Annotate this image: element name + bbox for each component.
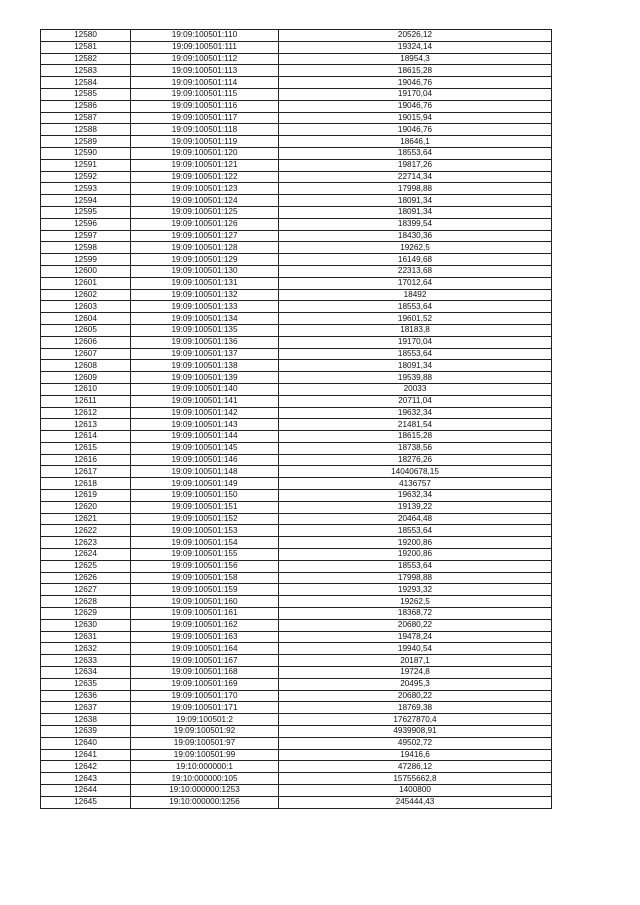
table-row — [41, 53, 552, 65]
cadastral-number-cell: 19:09:100501:92 — [131, 726, 279, 738]
row-number-cell: 12611 — [41, 395, 131, 407]
value-cell: 19817,26 — [279, 159, 552, 171]
value-cell: 15755662,8 — [279, 773, 552, 785]
cadastral-number-cell: 19:09:100501:120 — [131, 147, 279, 159]
value-cell: 19632,34 — [279, 490, 552, 502]
table-row — [41, 372, 552, 384]
row-number-cell: 12640 — [41, 737, 131, 749]
cadastral-number-cell: 19:09:100501:152 — [131, 513, 279, 525]
value-cell: 18954,3 — [279, 53, 552, 65]
row-number-cell: 12580 — [41, 30, 131, 42]
value-cell: 19324,14 — [279, 41, 552, 53]
cadastral-number-cell: 19:09:100501:164 — [131, 643, 279, 655]
cadastral-number-cell: 19:09:100501:148 — [131, 466, 279, 478]
table-row — [41, 643, 552, 655]
value-cell: 22714,34 — [279, 171, 552, 183]
row-number-cell: 12632 — [41, 643, 131, 655]
row-number-cell: 12596 — [41, 218, 131, 230]
value-cell: 18553,64 — [279, 301, 552, 313]
cadastral-number-cell: 19:09:100501:159 — [131, 584, 279, 596]
table-row — [41, 242, 552, 254]
value-cell: 17012,64 — [279, 277, 552, 289]
row-number-cell: 12625 — [41, 560, 131, 572]
row-number-cell: 12635 — [41, 678, 131, 690]
value-cell: 18615,28 — [279, 65, 552, 77]
cadastral-number-cell: 19:09:100501:132 — [131, 289, 279, 301]
table-row — [41, 513, 552, 525]
table-row — [41, 254, 552, 266]
table-row — [41, 501, 552, 513]
cadastral-number-cell: 19:09:100501:167 — [131, 655, 279, 667]
value-cell: 19046,76 — [279, 100, 552, 112]
cadastral-number-cell: 19:09:100501:131 — [131, 277, 279, 289]
table-row — [41, 324, 552, 336]
table-row — [41, 360, 552, 372]
cadastral-number-cell: 19:09:100501:112 — [131, 53, 279, 65]
cadastral-number-cell: 19:09:100501:141 — [131, 395, 279, 407]
table-row — [41, 796, 552, 808]
table-row — [41, 336, 552, 348]
row-number-cell: 12606 — [41, 336, 131, 348]
value-cell: 19601,52 — [279, 313, 552, 325]
table-row — [41, 313, 552, 325]
cadastral-number-cell: 19:09:100501:151 — [131, 501, 279, 513]
cadastral-number-cell: 19:09:100501:119 — [131, 136, 279, 148]
table-row — [41, 478, 552, 490]
table-row — [41, 714, 552, 726]
value-cell: 19170,04 — [279, 336, 552, 348]
cadastral-number-cell: 19:09:100501:168 — [131, 667, 279, 679]
row-number-cell: 12621 — [41, 513, 131, 525]
cadastral-number-cell: 19:09:100501:140 — [131, 383, 279, 395]
table-row — [41, 383, 552, 395]
row-number-cell: 12645 — [41, 796, 131, 808]
table-row — [41, 41, 552, 53]
table-row — [41, 631, 552, 643]
cadastral-number-cell: 19:09:100501:133 — [131, 301, 279, 313]
value-cell: 20680,22 — [279, 690, 552, 702]
value-cell: 19262,5 — [279, 242, 552, 254]
value-cell: 19015,94 — [279, 112, 552, 124]
cadastral-number-cell: 19:09:100501:114 — [131, 77, 279, 89]
row-number-cell: 12602 — [41, 289, 131, 301]
cadastral-number-cell: 19:09:100501:99 — [131, 749, 279, 761]
value-cell: 18769,38 — [279, 702, 552, 714]
table-row — [41, 549, 552, 561]
row-number-cell: 12598 — [41, 242, 131, 254]
table-row — [41, 737, 552, 749]
row-number-cell: 12600 — [41, 265, 131, 277]
cadastral-number-cell: 19:09:100501:160 — [131, 596, 279, 608]
row-number-cell: 12615 — [41, 442, 131, 454]
value-cell: 4939908,91 — [279, 726, 552, 738]
row-number-cell: 12584 — [41, 77, 131, 89]
row-number-cell: 12583 — [41, 65, 131, 77]
cadastral-number-cell: 19:09:100501:142 — [131, 407, 279, 419]
row-number-cell: 12593 — [41, 183, 131, 195]
cadastral-number-cell: 19:09:100501:149 — [131, 478, 279, 490]
value-cell: 19200,86 — [279, 537, 552, 549]
value-cell: 1400800 — [279, 785, 552, 797]
table-row — [41, 124, 552, 136]
table-row — [41, 183, 552, 195]
cadastral-number-cell: 19:10:000000:105 — [131, 773, 279, 785]
row-number-cell: 12622 — [41, 525, 131, 537]
cadastral-number-cell: 19:09:100501:146 — [131, 454, 279, 466]
value-cell: 18738,56 — [279, 442, 552, 454]
value-cell: 245444,43 — [279, 796, 552, 808]
cadastral-number-cell: 19:09:100501:136 — [131, 336, 279, 348]
cadastral-number-cell: 19:09:100501:115 — [131, 88, 279, 100]
cadastral-number-cell: 19:09:100501:155 — [131, 549, 279, 561]
row-number-cell: 12597 — [41, 230, 131, 242]
row-number-cell: 12608 — [41, 360, 131, 372]
row-number-cell: 12605 — [41, 324, 131, 336]
value-cell: 17627870,4 — [279, 714, 552, 726]
cadastral-number-cell: 19:10:000000:1253 — [131, 785, 279, 797]
table-row — [41, 77, 552, 89]
row-number-cell: 12586 — [41, 100, 131, 112]
value-cell: 18091,34 — [279, 206, 552, 218]
table-row — [41, 230, 552, 242]
table-row — [41, 619, 552, 631]
value-cell: 18399,54 — [279, 218, 552, 230]
row-number-cell: 12610 — [41, 383, 131, 395]
value-cell: 19139,22 — [279, 501, 552, 513]
value-cell: 19046,76 — [279, 77, 552, 89]
cadastral-number-cell: 19:09:100501:144 — [131, 431, 279, 443]
cadastral-number-cell: 19:09:100501:145 — [131, 442, 279, 454]
value-cell: 18091,34 — [279, 195, 552, 207]
table-row — [41, 301, 552, 313]
table-row — [41, 218, 552, 230]
table-row — [41, 30, 552, 42]
value-cell: 18368,72 — [279, 608, 552, 620]
value-cell: 18553,64 — [279, 525, 552, 537]
table-row — [41, 431, 552, 443]
row-number-cell: 12644 — [41, 785, 131, 797]
table-row — [41, 466, 552, 478]
table-row — [41, 395, 552, 407]
cadastral-number-cell: 19:09:100501:121 — [131, 159, 279, 171]
table-row — [41, 761, 552, 773]
value-cell: 4136757 — [279, 478, 552, 490]
row-number-cell: 12634 — [41, 667, 131, 679]
cadastral-number-cell: 19:09:100501:139 — [131, 372, 279, 384]
row-number-cell: 12607 — [41, 348, 131, 360]
table-row — [41, 88, 552, 100]
table-row — [41, 136, 552, 148]
value-cell: 19200,86 — [279, 549, 552, 561]
row-number-cell: 12599 — [41, 254, 131, 266]
table-row — [41, 749, 552, 761]
value-cell: 18183,8 — [279, 324, 552, 336]
value-cell: 14040678,15 — [279, 466, 552, 478]
table-row — [41, 289, 552, 301]
cadastral-number-cell: 19:09:100501:128 — [131, 242, 279, 254]
row-number-cell: 12629 — [41, 608, 131, 620]
cadastral-number-cell: 19:09:100501:154 — [131, 537, 279, 549]
value-cell: 19724,8 — [279, 667, 552, 679]
table-row — [41, 348, 552, 360]
table-row — [41, 407, 552, 419]
table-row — [41, 572, 552, 584]
value-cell: 17998,88 — [279, 572, 552, 584]
row-number-cell: 12581 — [41, 41, 131, 53]
value-cell: 18492 — [279, 289, 552, 301]
row-number-cell: 12636 — [41, 690, 131, 702]
row-number-cell: 12603 — [41, 301, 131, 313]
cadastral-number-cell: 19:09:100501:125 — [131, 206, 279, 218]
row-number-cell: 12637 — [41, 702, 131, 714]
value-cell: 18430,36 — [279, 230, 552, 242]
cadastral-number-cell: 19:09:100501:150 — [131, 490, 279, 502]
row-number-cell: 12639 — [41, 726, 131, 738]
value-cell: 16149,68 — [279, 254, 552, 266]
row-number-cell: 12591 — [41, 159, 131, 171]
table-row — [41, 265, 552, 277]
table-row — [41, 596, 552, 608]
cadastral-number-cell: 19:09:100501:97 — [131, 737, 279, 749]
value-cell: 20680,22 — [279, 619, 552, 631]
cadastral-number-cell: 19:09:100501:117 — [131, 112, 279, 124]
row-number-cell: 12612 — [41, 407, 131, 419]
table-row — [41, 537, 552, 549]
table-row — [41, 702, 552, 714]
table-row — [41, 442, 552, 454]
value-cell: 19293,32 — [279, 584, 552, 596]
cadastral-number-cell: 19:09:100501:169 — [131, 678, 279, 690]
row-number-cell: 12594 — [41, 195, 131, 207]
row-number-cell: 12585 — [41, 88, 131, 100]
cadastral-number-cell: 19:09:100501:153 — [131, 525, 279, 537]
table-row — [41, 667, 552, 679]
table-row — [41, 726, 552, 738]
row-number-cell: 12613 — [41, 419, 131, 431]
value-cell: 19478,24 — [279, 631, 552, 643]
table-row — [41, 195, 552, 207]
row-number-cell: 12618 — [41, 478, 131, 490]
value-cell: 18553,64 — [279, 147, 552, 159]
cadastral-number-cell: 19:09:100501:110 — [131, 30, 279, 42]
row-number-cell: 12633 — [41, 655, 131, 667]
value-cell: 20495,3 — [279, 678, 552, 690]
row-number-cell: 12617 — [41, 466, 131, 478]
row-number-cell: 12643 — [41, 773, 131, 785]
table-row — [41, 100, 552, 112]
cadastral-number-cell: 19:09:100501:118 — [131, 124, 279, 136]
row-number-cell: 12609 — [41, 372, 131, 384]
value-cell: 19046,76 — [279, 124, 552, 136]
row-number-cell: 12601 — [41, 277, 131, 289]
row-number-cell: 12620 — [41, 501, 131, 513]
value-cell: 20711,04 — [279, 395, 552, 407]
row-number-cell: 12638 — [41, 714, 131, 726]
row-number-cell: 12616 — [41, 454, 131, 466]
table-row — [41, 65, 552, 77]
row-number-cell: 12630 — [41, 619, 131, 631]
row-number-cell: 12642 — [41, 761, 131, 773]
row-number-cell: 12631 — [41, 631, 131, 643]
cadastral-number-cell: 19:09:100501:134 — [131, 313, 279, 325]
table-row — [41, 608, 552, 620]
row-number-cell: 12589 — [41, 136, 131, 148]
row-number-cell: 12582 — [41, 53, 131, 65]
cadastral-number-cell: 19:09:100501:156 — [131, 560, 279, 572]
value-cell: 47286,12 — [279, 761, 552, 773]
row-number-cell: 12614 — [41, 431, 131, 443]
value-cell: 18091,34 — [279, 360, 552, 372]
table-row — [41, 147, 552, 159]
table-row — [41, 454, 552, 466]
cadastral-number-cell: 19:09:100501:143 — [131, 419, 279, 431]
table-row — [41, 655, 552, 667]
table-row — [41, 206, 552, 218]
cadastral-number-cell: 19:09:100501:129 — [131, 254, 279, 266]
value-cell: 19940,54 — [279, 643, 552, 655]
cadastral-number-cell: 19:10:000000:1 — [131, 761, 279, 773]
cadastral-number-cell: 19:09:100501:2 — [131, 714, 279, 726]
value-cell: 22313,68 — [279, 265, 552, 277]
table-row — [41, 112, 552, 124]
table-row — [41, 584, 552, 596]
table-row — [41, 490, 552, 502]
table-row — [41, 785, 552, 797]
value-cell: 18553,64 — [279, 560, 552, 572]
table-row — [41, 678, 552, 690]
data-table-body — [41, 30, 552, 809]
cadastral-number-cell: 19:09:100501:113 — [131, 65, 279, 77]
cadastral-number-cell: 19:10:000000:1256 — [131, 796, 279, 808]
row-number-cell: 12590 — [41, 147, 131, 159]
row-number-cell: 12619 — [41, 490, 131, 502]
table-row — [41, 773, 552, 785]
value-cell: 18615,28 — [279, 431, 552, 443]
row-number-cell: 12641 — [41, 749, 131, 761]
value-cell: 20526,12 — [279, 30, 552, 42]
table-row — [41, 171, 552, 183]
row-number-cell: 12604 — [41, 313, 131, 325]
value-cell: 19170,04 — [279, 88, 552, 100]
value-cell: 19632,34 — [279, 407, 552, 419]
value-cell: 19262,5 — [279, 596, 552, 608]
value-cell: 49502,72 — [279, 737, 552, 749]
row-number-cell: 12588 — [41, 124, 131, 136]
cadastral-number-cell: 19:09:100501:126 — [131, 218, 279, 230]
row-number-cell: 12623 — [41, 537, 131, 549]
cadastral-number-cell: 19:09:100501:127 — [131, 230, 279, 242]
cadastral-number-cell: 19:09:100501:161 — [131, 608, 279, 620]
value-cell: 20187,1 — [279, 655, 552, 667]
row-number-cell: 12592 — [41, 171, 131, 183]
value-cell: 18646,1 — [279, 136, 552, 148]
cadastral-number-cell: 19:09:100501:162 — [131, 619, 279, 631]
table-row — [41, 159, 552, 171]
cadastral-number-cell: 19:09:100501:116 — [131, 100, 279, 112]
table-row — [41, 419, 552, 431]
value-cell: 20464,48 — [279, 513, 552, 525]
cadastral-number-cell: 19:09:100501:171 — [131, 702, 279, 714]
cadastral-number-cell: 19:09:100501:163 — [131, 631, 279, 643]
data-table — [40, 29, 552, 809]
cadastral-number-cell: 19:09:100501:111 — [131, 41, 279, 53]
value-cell: 18553,64 — [279, 348, 552, 360]
row-number-cell: 12624 — [41, 549, 131, 561]
value-cell: 19416,6 — [279, 749, 552, 761]
cadastral-number-cell: 19:09:100501:137 — [131, 348, 279, 360]
cadastral-number-cell: 19:09:100501:135 — [131, 324, 279, 336]
value-cell: 18276,26 — [279, 454, 552, 466]
value-cell: 21481,54 — [279, 419, 552, 431]
row-number-cell: 12595 — [41, 206, 131, 218]
cadastral-number-cell: 19:09:100501:122 — [131, 171, 279, 183]
row-number-cell: 12627 — [41, 584, 131, 596]
cadastral-number-cell: 19:09:100501:158 — [131, 572, 279, 584]
cadastral-number-cell: 19:09:100501:138 — [131, 360, 279, 372]
value-cell: 20033 — [279, 383, 552, 395]
table-row — [41, 277, 552, 289]
cadastral-number-cell: 19:09:100501:123 — [131, 183, 279, 195]
row-number-cell: 12587 — [41, 112, 131, 124]
row-number-cell: 12626 — [41, 572, 131, 584]
value-cell: 17998,88 — [279, 183, 552, 195]
cadastral-number-cell: 19:09:100501:124 — [131, 195, 279, 207]
cadastral-number-cell: 19:09:100501:170 — [131, 690, 279, 702]
table-row — [41, 690, 552, 702]
value-cell: 19539,88 — [279, 372, 552, 384]
cadastral-number-cell: 19:09:100501:130 — [131, 265, 279, 277]
table-row — [41, 560, 552, 572]
table-row — [41, 525, 552, 537]
row-number-cell: 12628 — [41, 596, 131, 608]
